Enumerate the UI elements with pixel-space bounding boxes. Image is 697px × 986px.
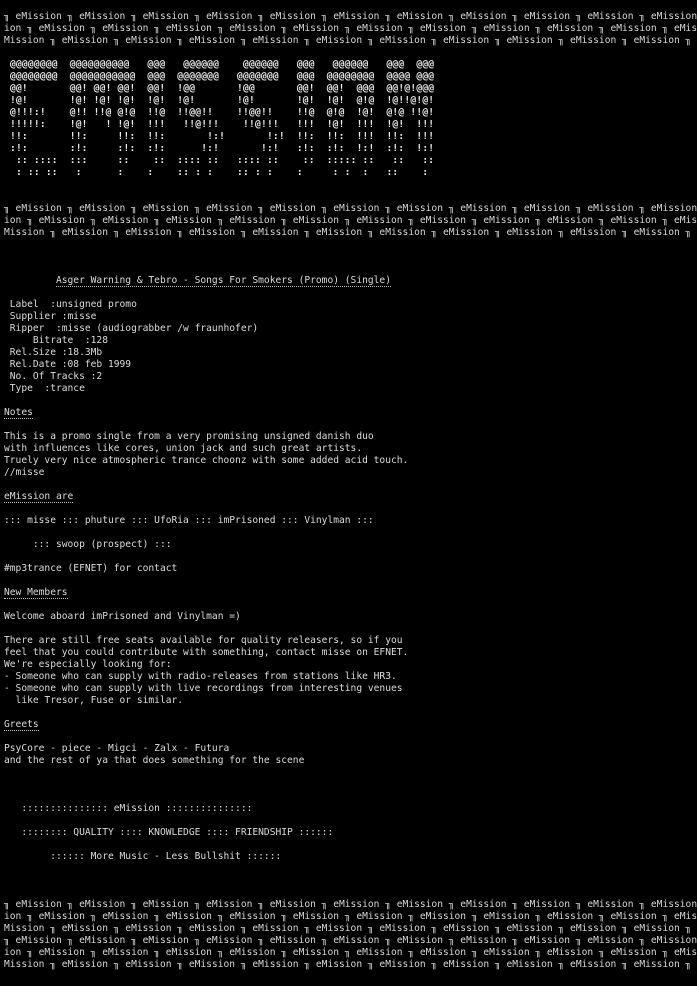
- spacer: [4, 263, 555, 275]
- footer-motto-line: :::::::: QUALITY :::: KNOWLEDGE :::: FRIENDSHIP ::::::: [4, 827, 334, 838]
- footer-slogan-line: :::::: More Music - Less Bullshit ::::::: [4, 851, 282, 862]
- release-info-line: No. Of Tracks :2: [4, 371, 103, 382]
- banner-line: ion ╖ eMission ╖ eMission ╖ eMission ╖ eMission ╖ eMission ╖ eMission ╖ eMission ╖ eMission ╖ eMission ╖ eMission ╖ eMis: [4, 911, 697, 922]
- notes-line: with influences like cores, union jack and such great artists.: [4, 443, 363, 454]
- footer-group-line: ::::::::::::::: eMission :::::::::::::::: [4, 803, 253, 814]
- spacer: [4, 839, 555, 851]
- members-line: ::: misse ::: phuture ::: UfoRia ::: imPrisoned ::: Vinylman :::: [4, 515, 374, 526]
- spacer: [4, 47, 555, 59]
- logo-art-line: @!!!:! @!! !!@ @!@ !!@ !!@@!! !!@@!! !!@ @!@ !@! @!@ !!@!: [4, 107, 435, 118]
- greets-line: and the rest of ya that does something for the scene: [4, 755, 305, 766]
- banner-line: ion ╖ eMission ╖ eMission ╖ eMission ╖ eMission ╖ eMission ╖ eMission ╖ eMission ╖ eMission ╖ eMission ╖ eMission ╖ eMis: [4, 947, 697, 958]
- release-info-line: Label :unsigned promo: [4, 299, 137, 310]
- nfo-document: [4, 11, 697, 986]
- release-info-line: Supplier :misse: [4, 311, 97, 322]
- new-members-heading-row: [4, 587, 555, 599]
- logo-art-line: !!: !!: !!: !!: !:! !:! !!: !!: !!! !!: !!!: [4, 131, 435, 142]
- banner-line: ion ╖ eMission ╖ eMission ╖ eMission ╖ eMission ╖ eMission ╖ eMission ╖ eMission ╖ eMission ╖ eMission ╖ eMission ╖ eMis: [4, 23, 697, 34]
- spacer: [4, 815, 555, 827]
- members-heading: eMission are: [4, 491, 74, 502]
- banner-line: Mission ╖ eMission ╖ eMission ╖ eMission ╖ eMission ╖ eMission ╖ eMission ╖ eMission ╖ eMission ╖ eMission ╖ eMission ╖: [4, 227, 692, 238]
- spacer: [4, 191, 555, 203]
- spacer: [4, 623, 555, 635]
- welcome-line: Welcome aboard imPrisoned and Vinylman =): [4, 611, 241, 622]
- spacer: [4, 779, 555, 791]
- logo-art-line: :: :::: ::: :: :: :::: :: :::: :: :: ::::: :: :: ::: [4, 155, 435, 166]
- spacer: [4, 179, 555, 191]
- banner-line: ╖ eMission ╖ eMission ╖ eMission ╖ eMission ╖ eMission ╖ eMission ╖ eMission ╖ eMission ╖ eMission ╖ eMission ╖ eMission: [4, 11, 697, 22]
- release-info-line: Rel.Size :18.3Mb: [4, 347, 103, 358]
- seats-line: We're especially looking for:: [4, 659, 172, 670]
- release-title: Asger Warning & Tebro - Songs For Smokers (Promo) (Single): [55, 275, 391, 286]
- spacer: [4, 239, 555, 251]
- spacer: [4, 599, 555, 611]
- seats-line: feel that you could contribute with something, contact misse on EFNET.: [4, 647, 409, 658]
- spacer: [4, 791, 555, 803]
- spacer: [4, 707, 555, 719]
- spacer: [4, 287, 555, 299]
- spacer: [4, 731, 555, 743]
- spacer: [4, 503, 555, 515]
- seats-line: There are still free seats available for quality releasers, so if you: [4, 635, 403, 646]
- prospect-line: ::: swoop (prospect) :::: [4, 539, 172, 550]
- seats-line: - Someone who can supply with radio-releases from stations like HR3.: [4, 671, 397, 682]
- spacer: [4, 575, 555, 587]
- banner-line: Mission ╖ eMission ╖ eMission ╖ eMission ╖ eMission ╖ eMission ╖ eMission ╖ eMission ╖ eMission ╖ eMission ╖ eMission ╖: [4, 35, 692, 46]
- spacer: [4, 479, 555, 491]
- logo-art-line: @@@@@@@@ @@@@@@@@@@ @@@ @@@@@@ @@@@@@ @@@ @@@@@@ @@@ @@@: [4, 59, 435, 70]
- notes-line: Truely very nice atmospheric trance choonz with some added acid touch.: [4, 455, 409, 466]
- spacer: [4, 863, 555, 875]
- spacer: [4, 251, 555, 263]
- banner-line: ╖ eMission ╖ eMission ╖ eMission ╖ eMission ╖ eMission ╖ eMission ╖ eMission ╖ eMission ╖ eMission ╖ eMission ╖ eMission: [4, 203, 697, 214]
- spacer: [4, 527, 555, 539]
- seats-line: - Someone who can supply with live recordings from interesting venues: [4, 683, 403, 694]
- release-info-line: Rel.Date :08 feb 1999: [4, 359, 132, 370]
- logo-art-line: :!: :!: :!: :!: !:! !:! :!: :!: !:! :!: !:!: [4, 143, 435, 154]
- logo-art-line: @@@@@@@@ @@@@@@@@@@@ @@@ @@@@@@@ @@@@@@@ @@@ @@@@@@@@ @@@@ @@@: [4, 71, 435, 82]
- notes-line: This is a promo single from a very promising unsigned danish duo: [4, 431, 374, 442]
- banner-line: Mission ╖ eMission ╖ eMission ╖ eMission ╖ eMission ╖ eMission ╖ eMission ╖ eMission ╖ eMission ╖ eMission ╖ eMission ╖: [4, 959, 692, 970]
- banner-line: Mission ╖ eMission ╖ eMission ╖ eMission ╖ eMission ╖ eMission ╖ eMission ╖ eMission ╖ eMission ╖ eMission ╖ eMission ╖: [4, 923, 692, 934]
- spacer: [4, 419, 555, 431]
- banner-line: ╖ eMission ╖ eMission ╖ eMission ╖ eMission ╖ eMission ╖ eMission ╖ eMission ╖ eMission ╖ eMission ╖ eMission ╖ eMission: [4, 899, 697, 910]
- release-info-line: Bitrate :128: [4, 335, 108, 346]
- greets-heading-row: [4, 719, 555, 731]
- members-heading-row: [4, 491, 555, 503]
- spacer: [4, 875, 555, 887]
- logo-art-line: !@! !@! !@! !@! !@! !@! !@! !@! !@! @!@ !@!!@!@!: [4, 95, 435, 106]
- greets-line: PsyCore - piece - Migci - Zalx - Futura: [4, 743, 230, 754]
- banner-line: ion ╖ eMission ╖ eMission ╖ eMission ╖ eMission ╖ eMission ╖ eMission ╖ eMission ╖ eMission ╖ eMission ╖ eMission ╖ eMis: [4, 215, 697, 226]
- spacer: [4, 551, 555, 563]
- banner-line: ╖ eMission ╖ eMission ╖ eMission ╖ eMission ╖ eMission ╖ eMission ╖ eMission ╖ eMission ╖ eMission ╖ eMission ╖ eMission: [4, 935, 697, 946]
- logo-art-line: : :: :: : : : :: : : :: : : : : : : :: :: [4, 167, 429, 178]
- logo-art-line: !!!!!: !@! ! !@! !!! !!@!!! !!@!!! !!! !@! !!! !@! !!!: [4, 119, 435, 130]
- greets-heading: Greets: [4, 719, 39, 730]
- logo-art-line: @@! @@! @@! @@! @@! !@@ !@@ @@! @@! @@@ @@!@!@@@: [4, 83, 435, 94]
- seats-line: like Tresor, Fuse or similar.: [4, 695, 184, 706]
- release-title-row: [4, 275, 555, 287]
- spacer: [4, 767, 555, 779]
- release-info-line: Ripper :misse (audiograbber /w fraunhofer): [4, 323, 259, 334]
- notes-line: //misse: [4, 467, 45, 478]
- new-members-heading: New Members: [4, 587, 68, 598]
- notes-heading: Notes: [4, 407, 33, 418]
- release-info-line: Type :trance: [4, 383, 85, 394]
- spacer: [4, 395, 555, 407]
- notes-heading-row: [4, 407, 555, 419]
- spacer: [4, 887, 555, 899]
- contact-line: #mp3trance (EFNET) for contact: [4, 563, 178, 574]
